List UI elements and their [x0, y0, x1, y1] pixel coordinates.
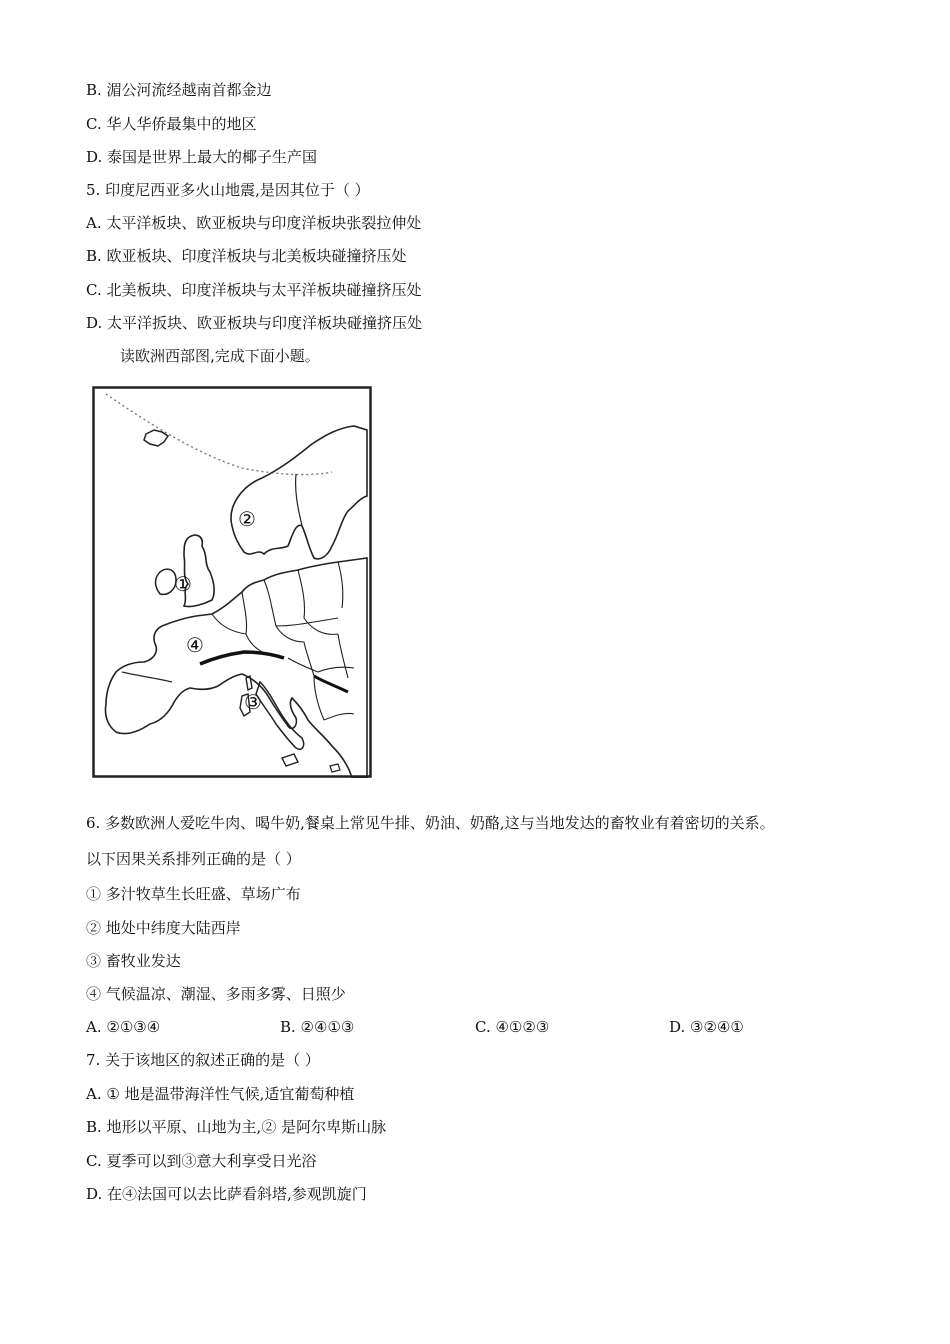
map-label-4: ④	[186, 633, 204, 657]
q7-stem: 7. 关于该地区的叙述正确的是（ ）	[86, 1051, 320, 1069]
q5-option-a: A. 太平洋板块、欧亚板块与印度洋板块张裂拉伸处	[86, 214, 422, 232]
map-intro: 读欧洲西部图,完成下面小题。	[120, 347, 320, 365]
western-europe-map	[92, 386, 372, 778]
q4-option-d: D. 泰国是世界上最大的椰子生产国	[86, 148, 318, 166]
q6-option-d: D. ③②④①	[669, 1018, 744, 1036]
q6-option-c: C. ④①②③	[475, 1018, 550, 1036]
q6-statement-2: ② 地处中纬度大陆西岸	[86, 919, 241, 937]
q6-stem-line1: 6. 多数欧洲人爱吃牛肉、喝牛奶,餐桌上常见牛排、奶油、奶酪,这与当地发达的畜牧业有着密切的关系。	[86, 814, 775, 832]
q6-options-row	[86, 1017, 846, 1037]
q7-option-c: C. 夏季可以到③意大利享受日光浴	[86, 1152, 317, 1170]
q6-option-b: B. ②④①③	[280, 1018, 355, 1036]
q4-option-b: B. 湄公河流经越南首都金边	[86, 81, 272, 99]
map-label-2: ②	[238, 507, 256, 531]
q7-option-b: B. 地形以平原、山地为主,② 是阿尔卑斯山脉	[86, 1118, 387, 1136]
q6-option-a: A. ②①③④	[86, 1018, 161, 1036]
q6-statement-4: ④ 气候温凉、潮湿、多雨多雾、日照少	[86, 985, 346, 1003]
q7-option-a: A. ① 地是温带海洋性气候,适宜葡萄种植	[86, 1085, 355, 1103]
q5-option-d: D. 太平洋扳块、欧亚板块与印度洋板块碰撞挤压处	[86, 314, 423, 332]
q6-stem-line2: 以下因果关系排列正确的是（ ）	[86, 850, 301, 868]
q5-option-b: B. 欧亚板块、印度洋板块与北美板块碰撞挤压处	[86, 247, 407, 265]
q7-option-d: D. 在④法国可以去比萨看斜塔,参观凯旋门	[86, 1185, 367, 1203]
map-label-1: ①	[174, 572, 192, 596]
q6-statement-1: ① 多汁牧草生长旺盛、草场广布	[86, 885, 301, 903]
q6-statement-3: ③ 畜牧业发达	[86, 952, 181, 970]
map-label-3: ③	[244, 690, 262, 714]
q5-option-c: C. 北美板块、印度洋板块与太平洋板块碰撞挤压处	[86, 281, 422, 299]
q4-option-c: C. 华人华侨最集中的地区	[86, 115, 257, 133]
q5-stem: 5. 印度尼西亚多火山地震,是因其位于（ ）	[86, 181, 370, 199]
